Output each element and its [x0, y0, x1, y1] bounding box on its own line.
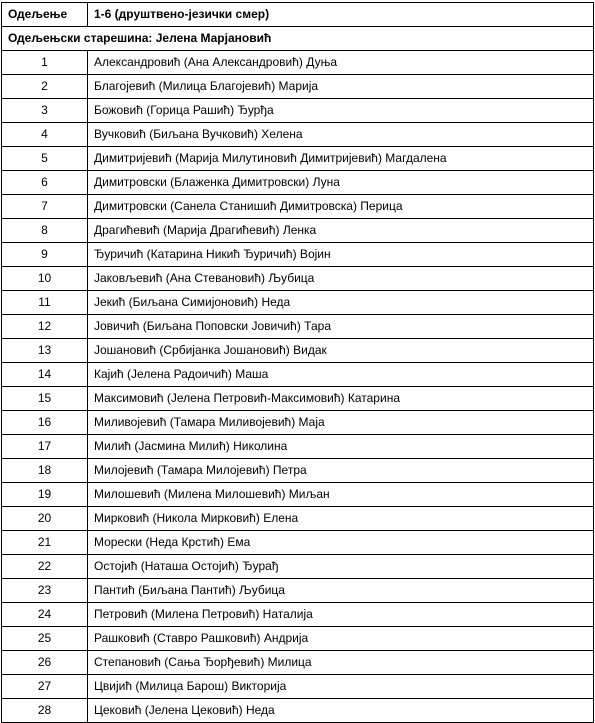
table-row [2, 531, 594, 555]
student-number: 4 [2, 123, 88, 147]
student-name: Милић (Јасмина Милић) Николина [88, 435, 594, 459]
table-row [2, 579, 594, 603]
table-row [2, 291, 594, 315]
student-number: 7 [2, 195, 88, 219]
student-number: 14 [2, 363, 88, 387]
table-row [2, 459, 594, 483]
student-name: Остојић (Наташа Остојић) Ђурађ [88, 555, 594, 579]
table-row [2, 75, 594, 99]
student-number: 20 [2, 507, 88, 531]
table-row [2, 507, 594, 531]
student-number: 16 [2, 411, 88, 435]
student-name: Цековић (Јелена Цековић) Неда [88, 699, 594, 723]
student-name: Божовић (Горица Рашић) Ђурђа [88, 99, 594, 123]
student-number: 21 [2, 531, 88, 555]
table-row [2, 675, 594, 699]
student-number: 24 [2, 603, 88, 627]
class-value: 1-6 (друштвено-језички смер) [88, 3, 594, 27]
student-number: 23 [2, 579, 88, 603]
student-name: Димитровски (Санела Станишић Димитровска) Перица [88, 195, 594, 219]
student-name: Вучковић (Биљана Вучковић) Хелена [88, 123, 594, 147]
student-number: 19 [2, 483, 88, 507]
table-row [2, 483, 594, 507]
student-name: Јаковљевић (Ана Стевановић) Љубица [88, 267, 594, 291]
student-name: Рашковић (Ставро Рашковић) Андрија [88, 627, 594, 651]
class-roster-table [1, 2, 594, 723]
table-row [2, 651, 594, 675]
student-name: Благојевић (Милица Благојевић) Марија [88, 75, 594, 99]
student-number: 2 [2, 75, 88, 99]
table-row [2, 411, 594, 435]
student-name: Кајић (Јелена Радоичић) Маша [88, 363, 594, 387]
student-number: 6 [2, 171, 88, 195]
table-row [2, 555, 594, 579]
table-row [2, 387, 594, 411]
table-row [2, 699, 594, 723]
class-label: Одељење [2, 3, 88, 27]
table-row [2, 123, 594, 147]
teacher-row [2, 27, 594, 51]
table-row [2, 315, 594, 339]
homeroom-teacher: Одељењски старешина: Јелена Марјановић [2, 27, 594, 51]
class-header-row [2, 3, 594, 27]
student-name: Милошевић (Милена Милошевић) Миљан [88, 483, 594, 507]
student-number: 27 [2, 675, 88, 699]
table-row [2, 171, 594, 195]
table-row [2, 267, 594, 291]
student-number: 9 [2, 243, 88, 267]
student-name: Јекић (Биљана Симијоновић) Неда [88, 291, 594, 315]
student-name: Пантић (Биљана Пантић) Љубица [88, 579, 594, 603]
student-name: Максимовић (Јелена Петровић-Максимовић) Катарина [88, 387, 594, 411]
student-name: Драгићевић (Марија Драгићевић) Ленка [88, 219, 594, 243]
student-name: Јошановић (Србијанка Јошановић) Видак [88, 339, 594, 363]
student-name: Цвијић (Милица Барош) Викторија [88, 675, 594, 699]
student-number: 12 [2, 315, 88, 339]
table-row [2, 219, 594, 243]
student-number: 10 [2, 267, 88, 291]
student-name: Миливојевић (Тамара Миливојевић) Маја [88, 411, 594, 435]
student-name: Степановић (Сања Ђорђевић) Милица [88, 651, 594, 675]
student-name: Милојевић (Тамара Милојевић) Петра [88, 459, 594, 483]
student-number: 13 [2, 339, 88, 363]
student-name: Димитријевић (Марија Милутиновић Димитријевић) Магдалена [88, 147, 594, 171]
table-row [2, 627, 594, 651]
roster-body [2, 3, 594, 723]
student-number: 5 [2, 147, 88, 171]
student-name: Мирковић (Никола Мирковић) Елена [88, 507, 594, 531]
table-row [2, 603, 594, 627]
student-number: 8 [2, 219, 88, 243]
table-row [2, 339, 594, 363]
student-number: 3 [2, 99, 88, 123]
table-row [2, 243, 594, 267]
student-number: 18 [2, 459, 88, 483]
table-row [2, 363, 594, 387]
student-name: Петровић (Милена Петровић) Наталија [88, 603, 594, 627]
student-name: Ђуричић (Катарина Никић Ђуричић) Војин [88, 243, 594, 267]
student-number: 25 [2, 627, 88, 651]
student-name: Александровић (Ана Александровић) Дуња [88, 51, 594, 75]
table-row [2, 51, 594, 75]
student-number: 22 [2, 555, 88, 579]
table-row [2, 195, 594, 219]
student-number: 26 [2, 651, 88, 675]
student-name: Морески (Неда Крстић) Ема [88, 531, 594, 555]
student-number: 28 [2, 699, 88, 723]
table-row [2, 99, 594, 123]
student-number: 17 [2, 435, 88, 459]
student-name: Димитровски (Блаженка Димитровски) Луна [88, 171, 594, 195]
table-row [2, 147, 594, 171]
student-number: 15 [2, 387, 88, 411]
table-row [2, 435, 594, 459]
student-number: 1 [2, 51, 88, 75]
student-number: 11 [2, 291, 88, 315]
student-name: Јовичић (Биљана Поповски Јовичић) Тара [88, 315, 594, 339]
